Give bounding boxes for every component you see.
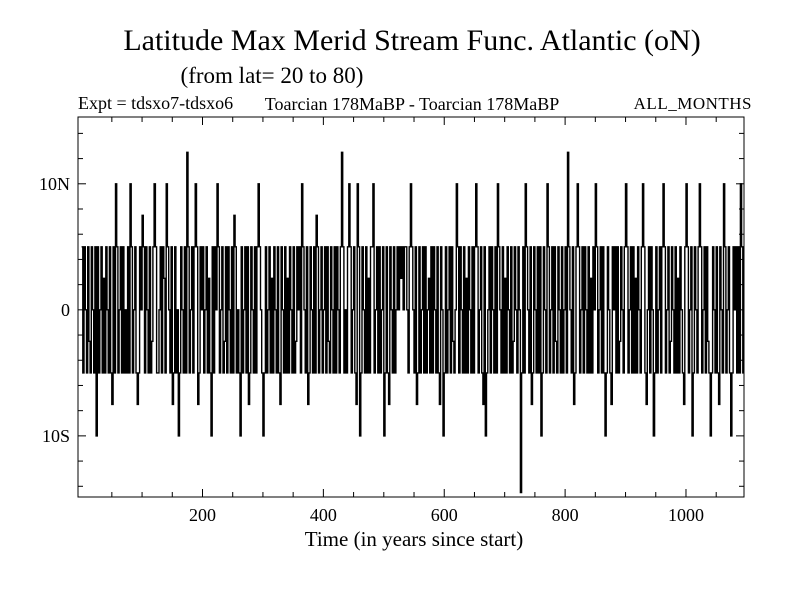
experiment-label: Expt = tdsxo7-tdsxo6: [78, 93, 234, 113]
period-label: Toarcian 178MaBP - Toarcian 178MaBP: [264, 94, 560, 114]
x-tick-label: 200: [188, 505, 216, 525]
x-axis-title: Time (in years since start): [304, 527, 524, 551]
y-tick-label: 0: [61, 299, 70, 320]
months-label: ALL_MONTHS: [633, 94, 752, 113]
y-tick-label: 10N: [39, 173, 70, 194]
chart-subtitle: (from lat= 20 to 80): [180, 63, 364, 88]
data-series-path: [82, 152, 744, 492]
y-tick-label: 10S: [41, 425, 70, 446]
x-tick-label: 400: [309, 505, 337, 525]
x-tick-label: 800: [551, 505, 579, 525]
x-tick-label: 1000: [667, 505, 704, 525]
x-tick-label: 600: [430, 505, 458, 525]
chart-title: Latitude Max Merid Stream Func. Atlantic (oN): [123, 24, 701, 57]
plot-frame: [78, 117, 744, 497]
